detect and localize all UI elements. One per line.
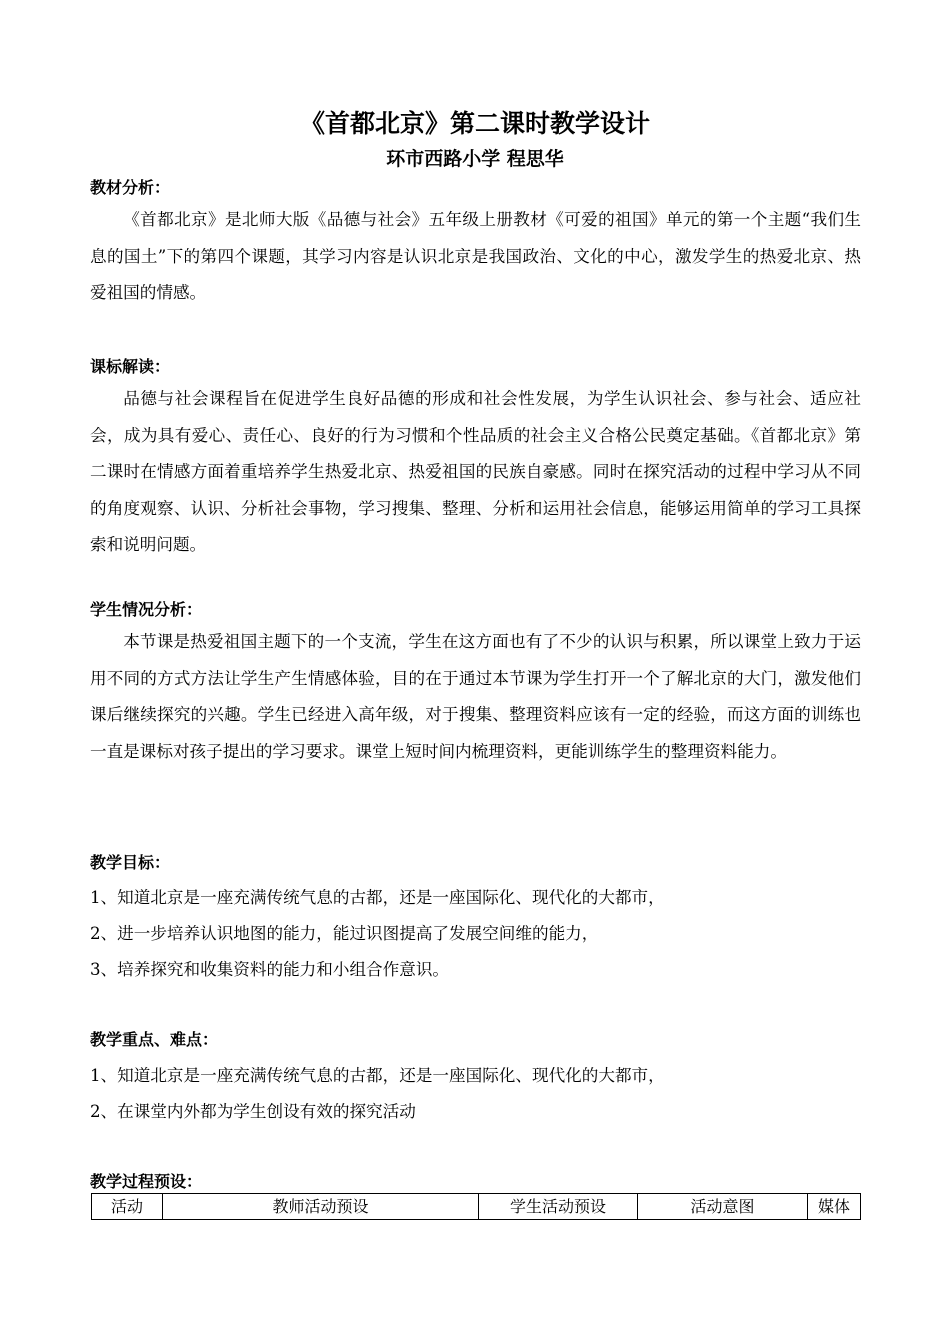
teaching-process-table — [91, 1193, 861, 1220]
section-heading-textbook-analysis: 教材分析： — [90, 178, 171, 197]
document-title: 《首都北京》第二课时教学设计 — [299, 109, 650, 138]
table-header-row — [92, 1194, 861, 1220]
list-item: 2、在课堂内外都为学生创设有效的探究活动 — [90, 1102, 416, 1121]
column-header-media: 媒体 — [808, 1194, 861, 1220]
list-item: 1、知道北京是一座充满传统气息的古都，还是一座国际化、现代化的大都市， — [90, 888, 665, 907]
list-item: 1、知道北京是一座充满传统气息的古都，还是一座国际化、现代化的大都市， — [90, 1066, 665, 1085]
section-paragraph-textbook-analysis: 《首都北京》是北师大版《品德与社会》五年级上册教材《可爱的祖国》单元的第一个主题“我们生息的国土”下的第四个课题，其学习内容是认识北京是我国政治、文化的中心，激发学生的热爱北京、热爱祖国的情感。 — [90, 210, 861, 302]
list-item: 2、进一步培养认识地图的能力，能过识图提高了发展空间维的能力， — [90, 924, 599, 943]
column-header-activity-intent: 活动意图 — [638, 1194, 808, 1220]
section-heading-student-analysis: 学生情况分析： — [90, 600, 203, 619]
section-heading-teaching-process: 教学过程预设： — [90, 1172, 203, 1191]
column-header-teacher-activity: 教师活动预设 — [163, 1194, 479, 1220]
section-heading-teaching-goals: 教学目标： — [90, 853, 171, 872]
column-header-student-activity: 学生活动预设 — [479, 1194, 638, 1220]
document-author: 环市西路小学 程思华 — [386, 148, 564, 170]
section-paragraph-student-analysis: 本节课是热爱祖国主题下的一个支流，学生在这方面也有了不少的认识与积累，所以课堂上致力于运用不同的方式方法让学生产生情感体验，目的在于通过本节课为学生打开一个了解北京的大门，激发他们课后继续探究的兴趣。学生已经进入高年级，对于搜集、整理资料应该有一定的经验，而这方面的训练也一直是课标对孩子提出的学习要求。课堂上短时间内梳理资料，更能训练学生的整理资料能力。 — [90, 632, 861, 761]
list-item: 3、培养探究和收集资料的能力和小组合作意识。 — [90, 960, 450, 979]
column-header-activity: 活动 — [92, 1194, 163, 1220]
section-heading-curriculum-interpretation: 课标解读： — [90, 357, 171, 376]
section-heading-key-points: 教学重点、难点： — [90, 1030, 219, 1049]
section-paragraph-curriculum-interpretation: 品德与社会课程旨在促进学生良好品德的形成和社会性发展，为学生认识社会、参与社会、适应社会，成为具有爱心、责任心、良好的行为习惯和个性品质的社会主义合格公民奠定基础。《首都北京》第二课时在情感方面着重培养学生热爱北京、热爱祖国的民族自豪感。同时在探究活动的过程中学习从不同的角度观察、认识、分析社会事物，学习搜集、整理、分析和运用社会信息，能够运用简单的学习工具探索和说明问题。 — [90, 389, 861, 554]
